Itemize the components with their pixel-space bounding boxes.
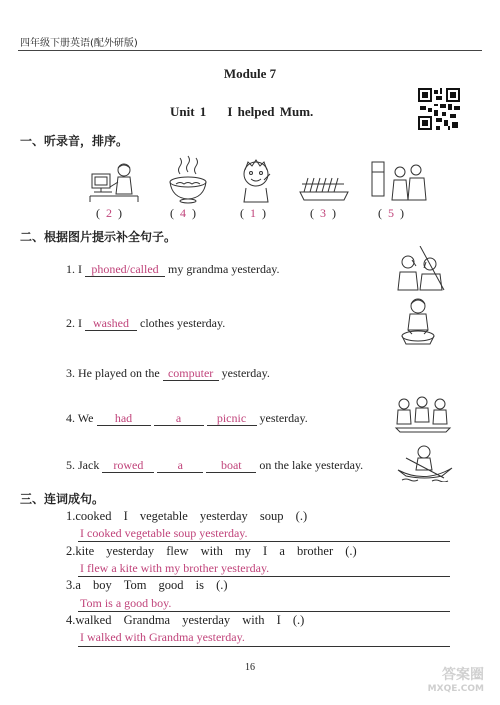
dish-rack-picture — [296, 170, 352, 204]
phone-call-picture — [394, 246, 446, 292]
watermark-logo: 答案圈 MXQE.COM — [427, 667, 484, 694]
washing-clothes-picture — [398, 296, 438, 346]
computer-boy-picture — [88, 160, 144, 204]
answer-sentence-4: I walked with Grandma yesterday. — [80, 630, 245, 644]
answer-sentence-2: I flew a kite with my brother yesterday. — [80, 561, 270, 575]
sentence-1: 1. I phoned/called my grandma yesterday. — [66, 262, 280, 276]
answer-sentence-3: Tom is a good boy. — [80, 596, 172, 610]
order-slot-5: ( 5 ) — [378, 206, 404, 220]
answer-line-2 — [78, 576, 450, 577]
answer-blank: computer — [163, 366, 219, 381]
word-scramble-2: 2.kite yesterday flew with my I a brother (.) — [66, 544, 357, 558]
answer-blank: washed — [85, 316, 137, 331]
section-2-title: 二、根据图片提示补全句子。 — [20, 230, 177, 244]
order-slot-3: ( 1 ) — [240, 206, 266, 220]
unit-name: I helped Mum. — [227, 104, 314, 119]
sentence-4: 4. We had a picnic yesterday. — [66, 411, 308, 425]
rowing-boat-picture — [396, 444, 454, 482]
picnic-picture — [394, 394, 452, 434]
sentence-2: 2. I washed clothes yesterday. — [66, 316, 226, 330]
answer-blank: phoned/called — [85, 262, 165, 277]
section-3-title: 三、连词成句。 — [20, 492, 105, 506]
answer-line-4 — [78, 646, 450, 647]
answer-blank: boat — [206, 458, 256, 473]
answer-line-1 — [78, 541, 450, 542]
boy-eating-picture — [236, 156, 276, 204]
order-slot-4: ( 3 ) — [310, 206, 336, 220]
page-number: 16 — [245, 662, 255, 673]
hot-soup-picture — [166, 154, 210, 204]
answer-blank: rowed — [102, 458, 154, 473]
answer-blank: had — [97, 411, 151, 426]
word-scramble-3: 3.a boy Tom good is (.) — [66, 578, 228, 592]
answer-blank: a — [154, 411, 204, 426]
book-header: 四年级下册英语(配外研版) — [20, 38, 138, 49]
word-scramble-1: 1.cooked I vegetable yesterday soup (.) — [66, 509, 308, 523]
answer-sentence-1: I cooked vegetable soup yesterday. — [80, 526, 248, 540]
people-talking-picture — [370, 160, 428, 204]
module-title: Module 7 — [223, 66, 277, 81]
answer-blank: a — [157, 458, 203, 473]
unit-label: Unit 1 — [170, 104, 207, 119]
qr-code-icon[interactable] — [418, 88, 460, 130]
answer-line-3 — [78, 611, 450, 612]
order-slot-1: ( 2 ) — [96, 206, 122, 220]
word-scramble-4: 4.walked Grandma yesterday with I (.) — [66, 613, 305, 627]
header-divider — [18, 50, 482, 51]
order-slot-2: ( 4 ) — [170, 206, 196, 220]
unit-title — [170, 104, 313, 120]
answer-blank: picnic — [207, 411, 257, 426]
section-1-title: 一、听录音，排序。 — [20, 134, 129, 148]
sentence-5: 5. Jack rowed a boat on the lake yesterday. — [66, 458, 364, 472]
sentence-3: 3. He played on the computer yesterday. — [66, 366, 270, 380]
